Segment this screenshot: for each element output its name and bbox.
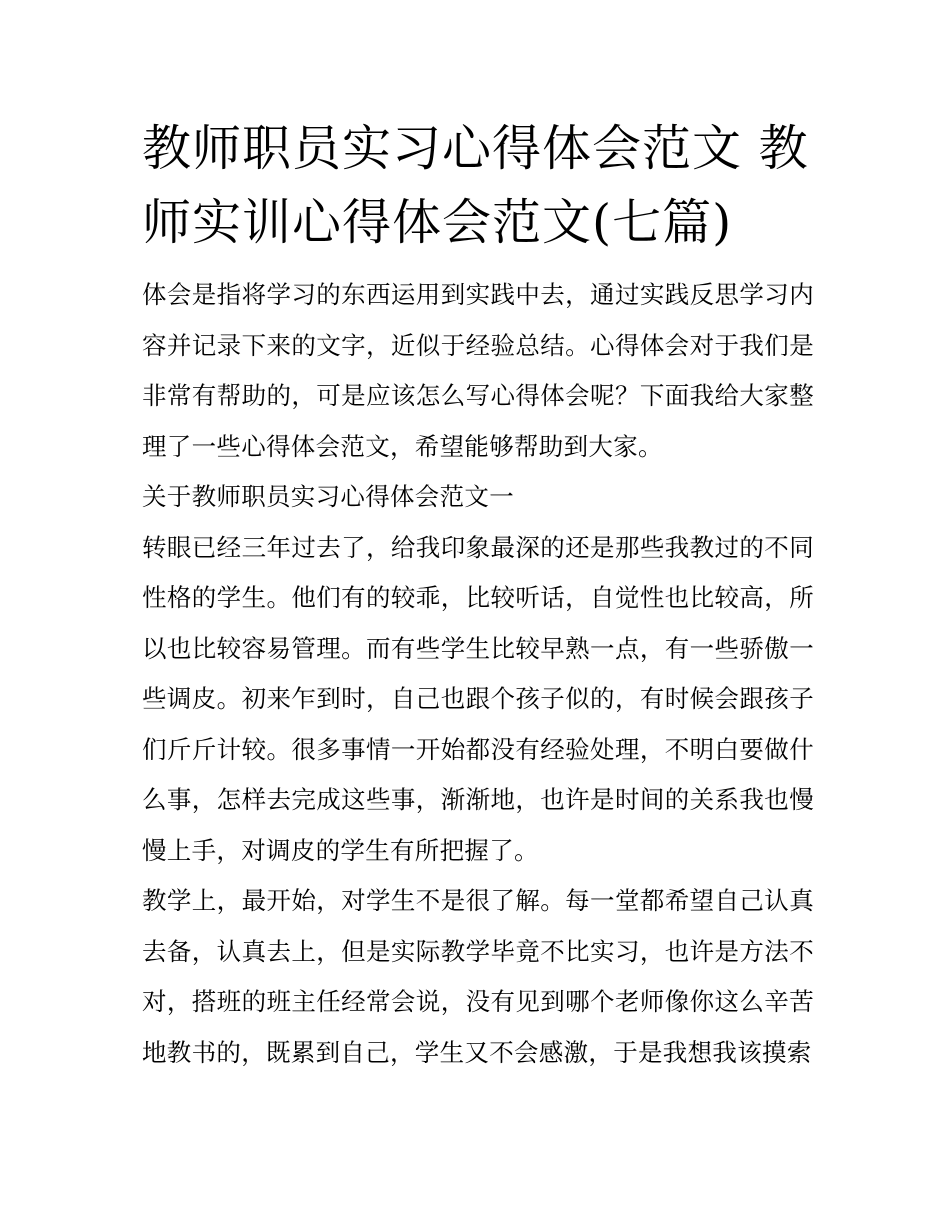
body-paragraph: 转眼已经三年过去了，给我印象最深的还是那些我教过的不同性格的学生。他们有的较乖，比较听话，自觉性也比较高，所以也比较容易管理。而有些学生比较早熟一点，有一些骄傲一些调皮。初来乍到时，自己也跟个孩子似的，有时候会跟孩子们斤斤计较。很多事情一开始都没有经验处理，不明白要做什么事，怎样去完成这些事，渐渐地，也许是时间的关系我也慢慢上手，对调皮的学生有所把握了。	[142, 532, 814, 865]
body-paragraph: 教学上，最开始，对学生不是很了解。每一堂都希望自己认真去备，认真去上，但是实际教学毕竟不比实习，也许是方法不对，搭班的班主任经常会说，没有见到哪个老师像你这么辛苦地教书的，既累到自己，学生又不会感激，于是我想我该摸索	[142, 886, 814, 1067]
document-title: 教师职员实习心得体会范文 教师实训心得体会范文(七篇)	[142, 120, 809, 251]
section-heading: 关于教师职员实习心得体会范文一	[142, 482, 514, 511]
intro-paragraph: 体会是指将学习的东西运用到实践中去，通过实践反思学习内容并记录下来的文字，近似于经验总结。心得体会对于我们是非常有帮助的，可是应该怎么写心得体会呢？下面我给大家整理了一些心得体会范文，希望能够帮助到大家。	[142, 280, 814, 461]
document-page	[142, 112, 814, 1078]
